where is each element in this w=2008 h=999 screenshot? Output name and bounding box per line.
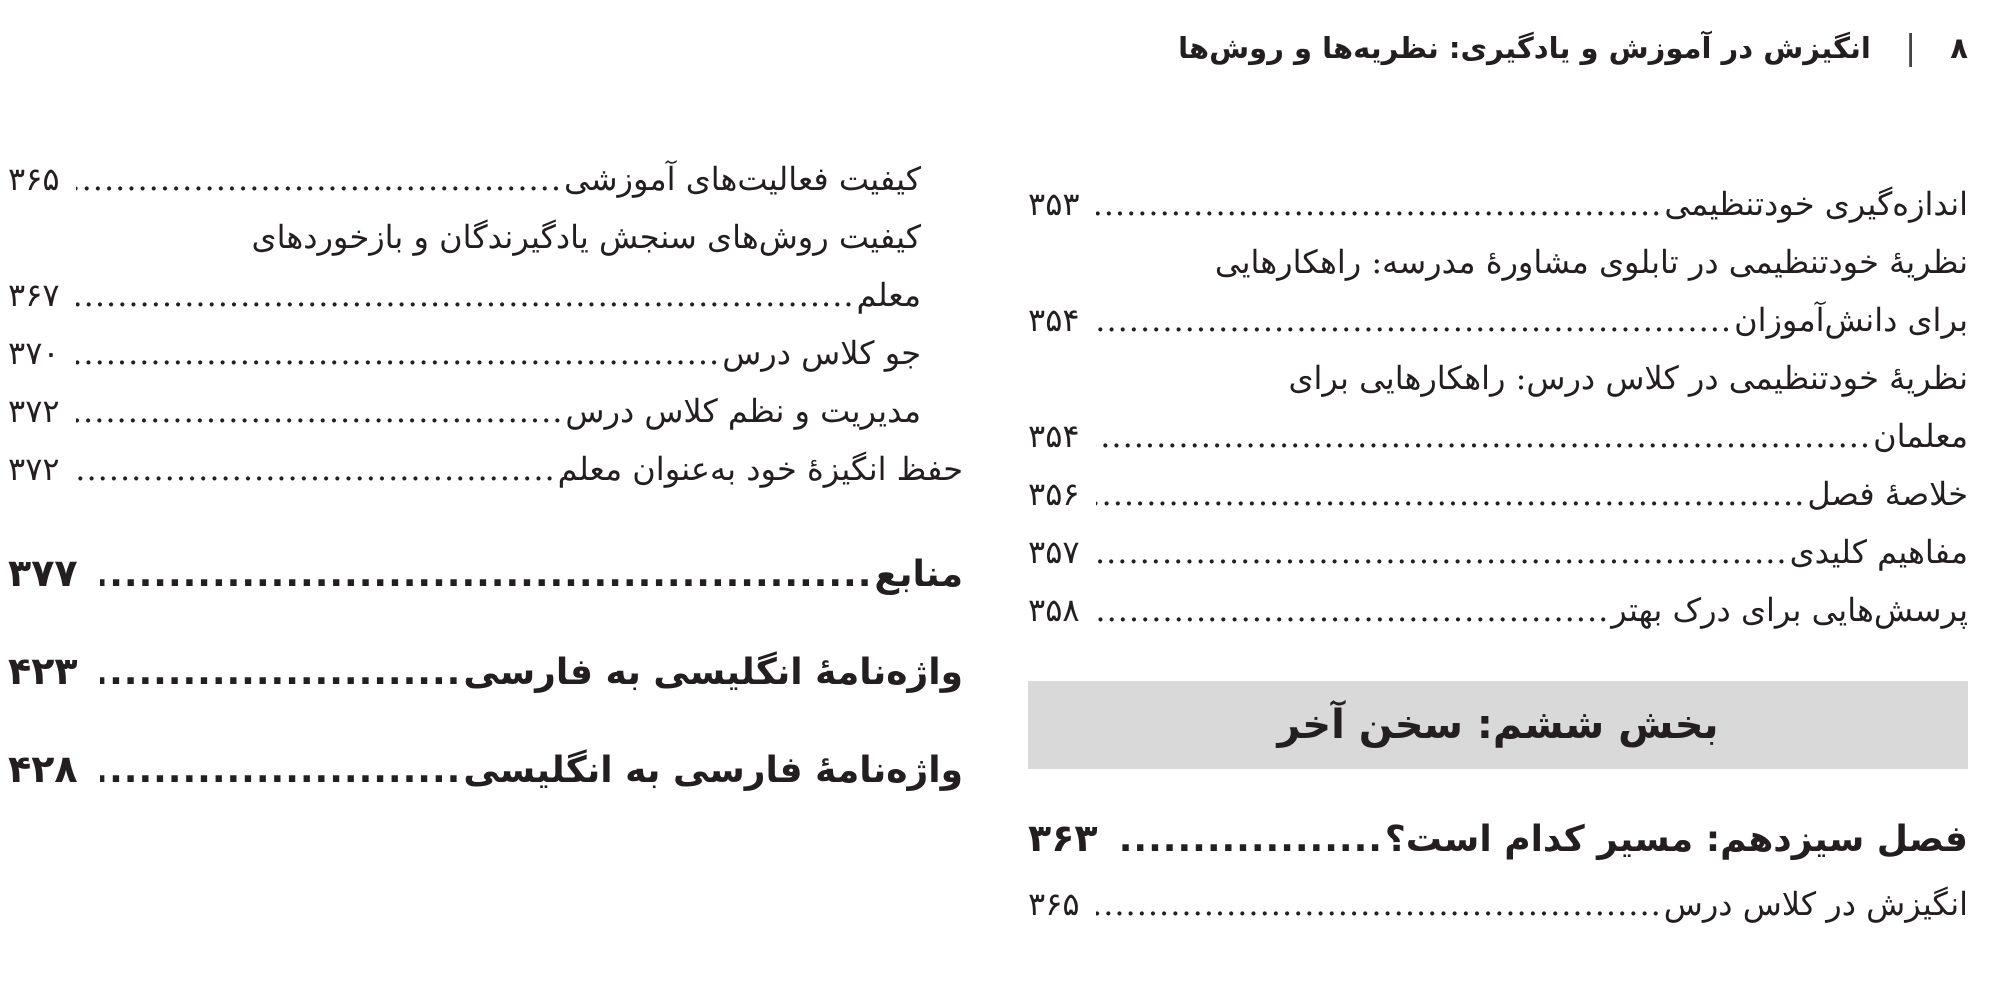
dot-leader (1096, 175, 1662, 233)
toc-page-number: ۴۲۸ (8, 747, 78, 791)
toc-page-number: ۳۵۸ (1028, 591, 1080, 629)
toc-entry: معلمان ..... ۳۵۴ (1028, 407, 1968, 465)
page-number: ۸ (1950, 31, 1968, 65)
dot-leader (1096, 581, 1609, 639)
dot-leader (1096, 875, 1662, 933)
running-header (1178, 28, 1968, 68)
chapter-heading: فصل سیزدهم: مسیر کدام است؟ ..... ۳۶۳ (1028, 801, 1968, 875)
toc-page-number: ۳۶۳ (1028, 816, 1098, 860)
toc-entry-line1: نظریهٔ خودتنظیمی در تابلوی مشاورهٔ مدرسه: راهکارهایی (1214, 243, 1968, 281)
header-separator: | (1904, 28, 1917, 68)
toc-entry: حفظ انگیزهٔ خود به‌عنوان معلم ..... ۳۷۲ (8, 440, 963, 498)
dot-leader (1120, 803, 1383, 877)
toc-major-entry: واژه‌نامهٔ انگلیسی به فارسی ..... ۴۲۳ (8, 628, 963, 714)
toc-page-number: ۳۶۵ (1028, 885, 1080, 923)
toc-entry: مدیریت و نظم کلاس درس ..... ۳۷۲ (8, 382, 963, 440)
toc-page-number: ۳۵۳ (1028, 185, 1080, 223)
toc-entry: مفاهیم کلیدی ..... ۳۵۷ (1028, 523, 1968, 581)
dot-leader (76, 440, 556, 498)
toc-entry: پرسش‌هایی برای درک بهتر ..... ۳۵۸ (1028, 581, 1968, 639)
dot-leader (76, 324, 720, 382)
toc-page-number: ۳۷۰ (8, 334, 60, 372)
toc-entry: برای دانش‌آموزان ..... ۳۵۴ (1028, 291, 1968, 349)
toc-page-number: ۳۷۷ (8, 551, 78, 595)
dot-leader (1096, 523, 1788, 581)
dot-leader (76, 150, 562, 208)
dot-leader (100, 630, 461, 716)
toc-left-column (8, 150, 963, 812)
section-banner: بخش ششم: سخن آخر (1028, 681, 1968, 769)
toc-entry: معلم ..... ۳۶۷ (8, 266, 963, 324)
toc-entry: کیفیت فعالیت‌های آموزشی ..... ۳۶۵ (8, 150, 963, 208)
dot-leader (76, 266, 855, 324)
toc-page-number: ۳۷۲ (8, 450, 60, 488)
toc-page-number: ۳۶۷ (8, 276, 60, 314)
toc-page-number: ۳۵۶ (1028, 475, 1080, 513)
toc-page-number: ۳۵۴ (1028, 417, 1080, 455)
dot-leader (1096, 407, 1871, 465)
toc-right-column (1028, 175, 1968, 933)
toc-major-entry: واژه‌نامهٔ فارسی به انگلیسی ..... ۴۲۸ (8, 726, 963, 812)
toc-page-number: ۳۵۷ (1028, 533, 1080, 571)
toc-page-number: ۳۵۴ (1028, 301, 1080, 339)
dot-leader (76, 382, 563, 440)
book-title: انگیزش در آموزش و یادگیری: نظریه‌ها و روش‌ها (1178, 31, 1871, 65)
toc-entry: خلاصهٔ فصل ..... ۳۵۶ (1028, 465, 1968, 523)
dot-leader (100, 532, 872, 618)
toc-entry: اندازه‌گیری خودتنظیمی ..... ۳۵۳ (1028, 175, 1968, 233)
toc-page-number: ۳۶۵ (8, 160, 60, 198)
toc-entry-line1: نظریهٔ خودتنظیمی در کلاس درس: راهکارهایی برای (1288, 359, 1968, 397)
toc-entry: جو کلاس درس ..... ۳۷۰ (8, 324, 963, 382)
toc-major-entry: منابع ..... ۳۷۷ (8, 530, 963, 616)
toc-page-number: ۴۲۳ (8, 649, 78, 693)
toc-entry-line1: کیفیت روش‌های سنجش یادگیرندگان و بازخوردهای (251, 218, 921, 256)
toc-page-number: ۳۷۲ (8, 392, 60, 430)
toc-entry: انگیزش در کلاس درس ..... ۳۶۵ (1028, 875, 1968, 933)
dot-leader (1096, 465, 1805, 523)
dot-leader (1096, 291, 1732, 349)
dot-leader (100, 728, 461, 814)
